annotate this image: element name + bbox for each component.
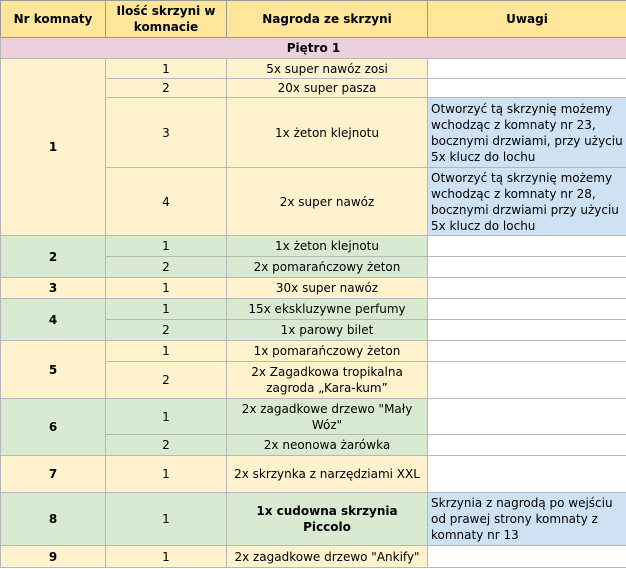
chest-count: 3: [106, 98, 227, 168]
note-cell: [428, 79, 626, 98]
note-cell: Skrzynia z nagrodą po wejściu od prawej strony komnaty z komnaty nr 13: [428, 493, 626, 546]
room-number: 1: [1, 59, 106, 236]
note-cell: [428, 257, 626, 278]
floor-label: Piętro 1: [1, 38, 626, 59]
note-cell: [428, 546, 626, 568]
table-row: [1, 493, 626, 546]
chest-reward: 2x neonowa żarówka: [227, 435, 428, 456]
note-cell: Otworzyć tą skrzynię możemy wchodząc z komnaty nr 23, bocznymi drzwiami, przy użyciu 5x klucz do lochu: [428, 98, 626, 168]
chest-count: 1: [106, 59, 227, 79]
chest-reward: 1x cudowna skrzynia Piccolo: [227, 493, 428, 546]
chest-count: 4: [106, 168, 227, 236]
note-cell: [428, 456, 626, 493]
note-cell: [428, 59, 626, 79]
note-cell: [428, 278, 626, 299]
chest-reward: 2x zagadkowe drzewo "Mały Wóz": [227, 399, 428, 435]
chest-count: 1: [106, 278, 227, 299]
table-row: [1, 399, 626, 435]
chest-reward: 20x super pasza: [227, 79, 428, 98]
chest-count: 2: [106, 362, 227, 399]
chest-count: 2: [106, 79, 227, 98]
table-row: [1, 278, 626, 299]
chest-count: 1: [106, 341, 227, 362]
table-row: [1, 341, 626, 362]
table-row: [1, 456, 626, 493]
chest-reward: 2x super nawóz: [227, 168, 428, 236]
chest-reward: 1x parowy bilet: [227, 320, 428, 341]
header-reward: Nagroda ze skrzyni: [227, 1, 428, 38]
table-row: [1, 299, 626, 320]
table-row: [1, 59, 626, 79]
note-cell: [428, 341, 626, 362]
header-notes: Uwagi: [428, 1, 626, 38]
note-cell: [428, 320, 626, 341]
room-number: 4: [1, 299, 106, 341]
chest-count: 2: [106, 435, 227, 456]
chest-count: 1: [106, 546, 227, 568]
note-cell: [428, 362, 626, 399]
note-cell: [428, 299, 626, 320]
chest-reward: 1x żeton klejnotu: [227, 236, 428, 257]
note-cell: [428, 435, 626, 456]
room-number: 2: [1, 236, 106, 278]
chest-count: 2: [106, 257, 227, 278]
chest-reward: 2x zagadkowe drzewo "Ankify": [227, 546, 428, 568]
note-cell: [428, 236, 626, 257]
chest-reward: 1x pomarańczowy żeton: [227, 341, 428, 362]
room-number: 8: [1, 493, 106, 546]
chest-count: 2: [106, 320, 227, 341]
chest-reward: 30x super nawóz: [227, 278, 428, 299]
chest-count: 1: [106, 299, 227, 320]
header-count: Ilość skrzyni w komnacie: [106, 1, 227, 38]
header-room: Nr komnaty: [1, 1, 106, 38]
chest-reward: 5x super nawóz zosi: [227, 59, 428, 79]
chest-reward: 2x skrzynka z narzędziami XXL: [227, 456, 428, 493]
room-number: 7: [1, 456, 106, 493]
chest-count: 1: [106, 236, 227, 257]
chest-reward: 2x pomarańczowy żeton: [227, 257, 428, 278]
table-row: [1, 546, 626, 568]
chest-count: 1: [106, 399, 227, 435]
chest-count: 1: [106, 456, 227, 493]
chest-reward: 1x żeton klejnotu: [227, 98, 428, 168]
chest-reward: 2x Zagadkowa tropikalna zagroda „Kara-kum”: [227, 362, 428, 399]
room-number: 5: [1, 341, 106, 399]
room-number: 6: [1, 399, 106, 456]
note-cell: Otworzyć tą skrzynię możemy wchodząc z komnaty nr 28, bocznymi drzwiami przy użyciu 5x klucz do lochu: [428, 168, 626, 236]
room-number: 3: [1, 278, 106, 299]
chest-reward: 15x ekskluzywne perfumy: [227, 299, 428, 320]
table-row: [1, 236, 626, 257]
chest-count: 1: [106, 493, 227, 546]
note-cell: [428, 399, 626, 435]
room-number: 9: [1, 546, 106, 568]
